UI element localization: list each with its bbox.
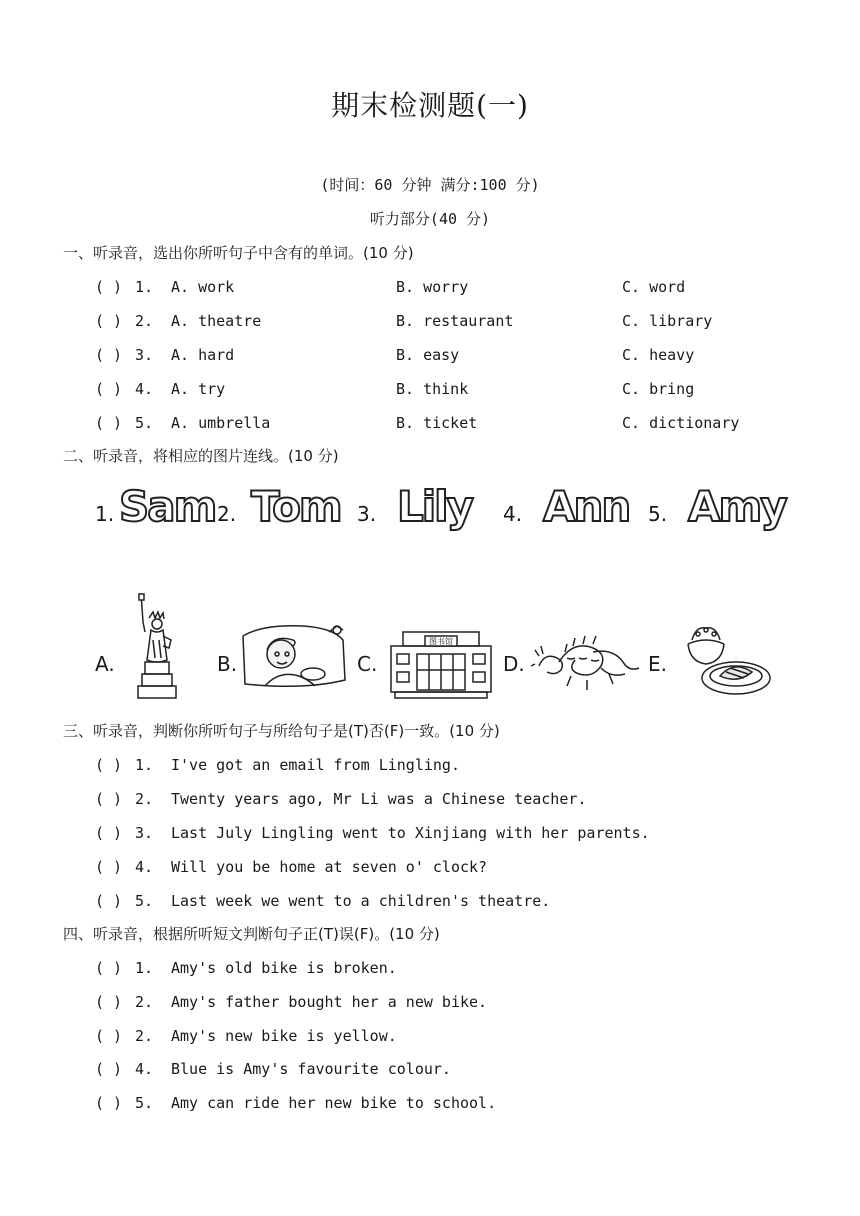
picture-letter: D. — [503, 652, 525, 676]
question-row — [95, 277, 815, 297]
section-1-heading: 一、听录音，选出你所听句子中含有的单词。(10 分) — [63, 244, 414, 262]
name-number: 1. — [95, 502, 115, 526]
statement-row — [95, 755, 815, 775]
library-sign: 图书馆 — [429, 637, 453, 646]
name-word: Ann — [543, 482, 630, 531]
picture-letter: C. — [357, 652, 378, 676]
answer-blank[interactable]: ( ) — [95, 1060, 123, 1078]
food-dishes-icon — [684, 592, 778, 702]
picture-letter: B. — [217, 652, 238, 676]
statement-text: Last July Lingling went to Xinjiang with her parents. — [171, 824, 650, 842]
statement-row — [95, 823, 815, 843]
exam-info: (时间：60 分钟 满分:100 分) — [320, 176, 540, 194]
picture-letter: A. — [95, 652, 115, 676]
question-number: 5. — [135, 1094, 154, 1112]
option-a: A. umbrella — [171, 414, 271, 432]
option-c: C. word — [622, 278, 686, 296]
question-number: 4. — [135, 380, 154, 398]
statement-text: Blue is Amy's favourite colour. — [171, 1060, 451, 1078]
question-number: 1. — [135, 959, 154, 977]
page-title: 期末检测题(一) — [331, 89, 529, 122]
question-number: 2. — [135, 993, 154, 1011]
statement-text: Amy's old bike is broken. — [171, 959, 397, 977]
answer-blank[interactable]: ( ) — [95, 1094, 123, 1112]
name-number: 4. — [503, 502, 523, 526]
question-number: 3. — [135, 346, 154, 364]
name-word: Amy — [688, 482, 786, 531]
option-c: C. library — [622, 312, 713, 330]
option-c: C. bring — [622, 380, 695, 398]
question-number: 5. — [135, 414, 154, 432]
answer-blank[interactable]: ( ) — [95, 346, 123, 364]
question-number: 1. — [135, 278, 154, 296]
answer-blank[interactable]: ( ) — [95, 278, 123, 296]
statue-of-liberty-icon — [125, 592, 185, 702]
answer-blank[interactable]: ( ) — [95, 790, 123, 808]
statement-text: Twenty years ago, Mr Li was a Chinese teacher. — [171, 790, 587, 808]
option-a: A. hard — [171, 346, 235, 364]
answer-blank[interactable]: ( ) — [95, 993, 123, 1011]
statement-text: Will you be home at seven o' clock? — [171, 858, 488, 876]
picture-letter: E. — [648, 652, 667, 676]
name-number: 3. — [357, 502, 377, 526]
driver-in-car-icon — [239, 592, 351, 702]
name-word: Tom — [251, 482, 341, 531]
name-word: Sam — [119, 482, 216, 531]
question-row — [95, 379, 815, 399]
section-4-heading: 四、听录音，根据所听短文判断句子正(T)误(F)。(10 分) — [63, 925, 440, 943]
answer-blank[interactable]: ( ) — [95, 414, 123, 432]
answer-blank[interactable]: ( ) — [95, 824, 123, 842]
name-word: Lily — [397, 482, 472, 531]
option-b: B. restaurant — [396, 312, 514, 330]
statement-row — [95, 891, 815, 911]
section-2-heading: 二、听录音，将相应的图片连线。(10 分) — [63, 447, 339, 465]
statement-row — [95, 789, 815, 809]
answer-blank[interactable]: ( ) — [95, 312, 123, 330]
option-b: B. ticket — [396, 414, 478, 432]
answer-blank[interactable]: ( ) — [95, 1027, 123, 1045]
option-b: B. worry — [396, 278, 469, 296]
library-building-icon — [385, 592, 497, 702]
option-a: A. theatre — [171, 312, 262, 330]
statement-text: Amy can ride her new bike to school. — [171, 1094, 497, 1112]
name-number: 2. — [217, 502, 237, 526]
option-a: A. try — [171, 380, 226, 398]
question-row — [95, 413, 815, 433]
answer-blank[interactable]: ( ) — [95, 858, 123, 876]
answer-blank[interactable]: ( ) — [95, 892, 123, 910]
option-b: B. think — [396, 380, 469, 398]
answer-blank[interactable]: ( ) — [95, 380, 123, 398]
question-number: 3. — [135, 824, 154, 842]
question-row — [95, 311, 815, 331]
section-3-heading: 三、听录音，判断你所听句子与所给句子是(T)否(F)一致。(10 分) — [63, 722, 500, 740]
statement-text: I've got an email from Lingling. — [171, 756, 460, 774]
statement-row — [95, 1059, 815, 1079]
chinese-dragon-icon — [531, 592, 643, 702]
statement-text: Last week we went to a children's theatre. — [171, 892, 551, 910]
option-c: C. dictionary — [622, 414, 740, 432]
statement-row — [95, 857, 815, 877]
question-number: 2. — [135, 1027, 154, 1045]
question-number: 5. — [135, 892, 154, 910]
question-number: 2. — [135, 312, 154, 330]
option-c: C. heavy — [622, 346, 695, 364]
question-row — [95, 345, 815, 365]
statement-row — [95, 1026, 815, 1046]
name-number: 5. — [648, 502, 668, 526]
option-a: A. work — [171, 278, 235, 296]
name-list — [95, 478, 786, 548]
statement-text: Amy's father bought her a new bike. — [171, 993, 488, 1011]
option-b: B. easy — [396, 346, 460, 364]
statement-row — [95, 992, 815, 1012]
question-number: 1. — [135, 756, 154, 774]
listening-part-label: 听力部分(40 分) — [369, 210, 491, 228]
statement-row — [95, 958, 815, 978]
question-number: 4. — [135, 858, 154, 876]
picture-list — [95, 592, 785, 702]
statement-text: Amy's new bike is yellow. — [171, 1027, 397, 1045]
question-number: 4. — [135, 1060, 154, 1078]
statement-row — [95, 1093, 815, 1113]
answer-blank[interactable]: ( ) — [95, 756, 123, 774]
question-number: 2. — [135, 790, 154, 808]
answer-blank[interactable]: ( ) — [95, 959, 123, 977]
